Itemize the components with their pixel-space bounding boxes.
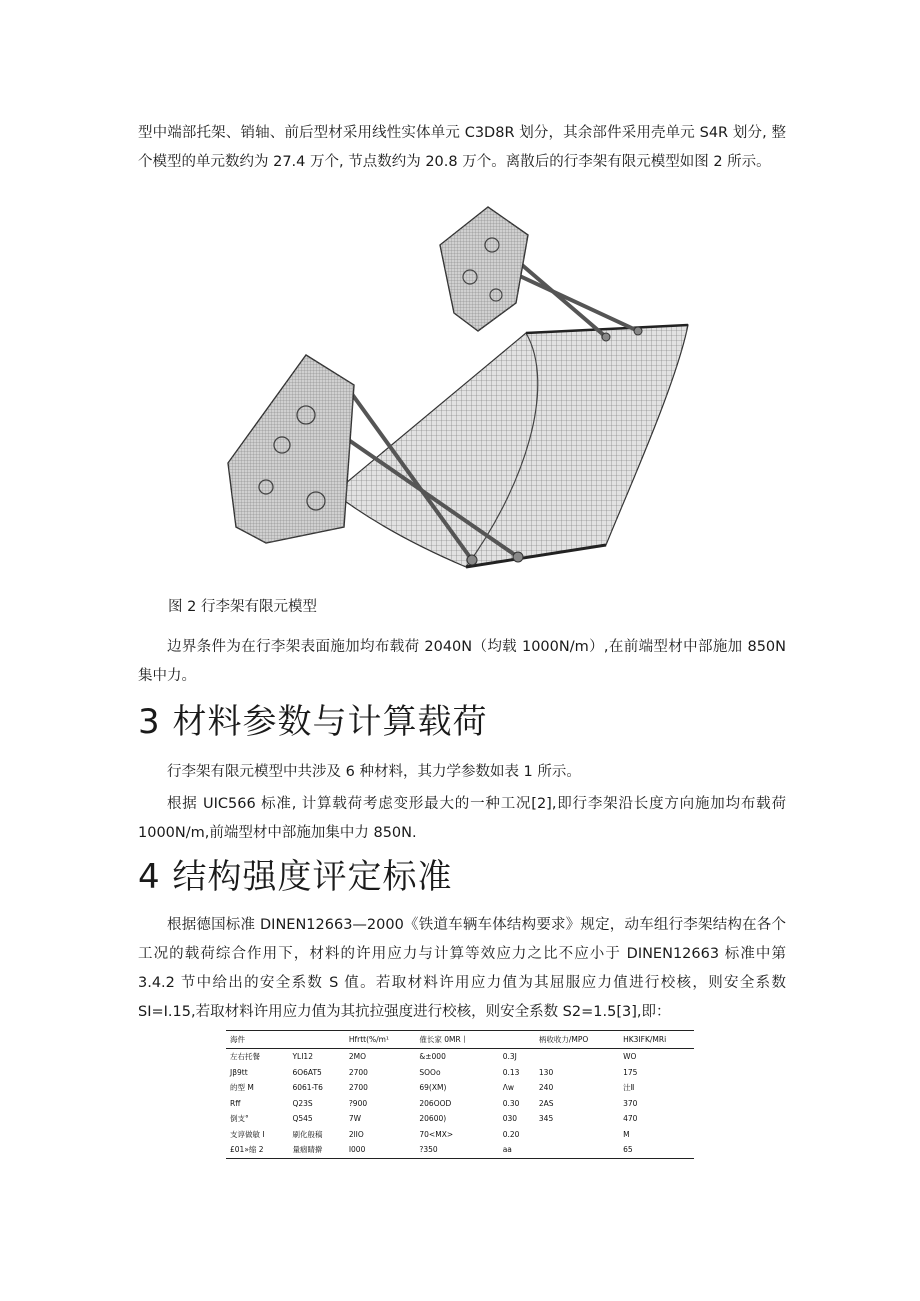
table-cell: 2700 [348,1067,368,1077]
fem-mesh-figure [226,205,692,577]
table-header-cell [288,1031,344,1049]
table-cell: 65 [623,1145,633,1155]
table-cell: ?350 [419,1145,438,1155]
table-header-cell: 柄收收力/MPO [538,1035,589,1044]
table-cell [535,1142,619,1158]
table-cell: 470 [623,1114,638,1124]
table-cell: 175 [623,1067,638,1077]
table-cell: 206OOD [419,1098,452,1108]
table-cell: 0.13 [502,1067,520,1077]
table-cell: 345 [538,1114,554,1124]
table-cell: 130 [538,1067,554,1077]
table-cell: 倒支° [230,1114,249,1124]
table-cell: 20600) [419,1114,447,1124]
table-cell: Jβ9tt [230,1067,248,1077]
table-cell: 的型 M [230,1083,254,1093]
table-cell: I000 [348,1145,366,1155]
table-cell: 汢Ⅱ [623,1083,635,1093]
table-cell: 030 [502,1114,518,1124]
table-cell: Λw [502,1083,514,1093]
table-cell: SOOo [419,1067,441,1077]
paragraph-boundary-conditions: 边界条件为在行李架表面施加均布载荷 2040N（均载 1000N/m）,在前端型材中部施加 850N 集中力。 [138,639,786,684]
table-cell: 2AS [538,1098,554,1108]
table-row [226,1142,694,1158]
figure-caption: 图 2 行李架有限元模型 [168,599,317,615]
table-header-cell: HK3IFK/MRi [623,1035,667,1044]
paragraph-mesh-description: 型中端部托架、销轴、前后型材采用线性实体单元 C3D8R 划分，其余部件采用壳单元 S4R 划分, 整个模型的单元数约为 27.4 万个, 节点数约为 20.8 万个。离散后的行李架有限元模型如图 2 所示。 [138,125,786,170]
table-cell [535,1049,619,1065]
table-cell: 6061-T6 [292,1083,323,1093]
table-cell: ?900 [348,1098,368,1108]
table-cell: 370 [623,1098,638,1108]
table-cell: 量痼睛擀 [292,1145,323,1155]
table-cell: 2700 [348,1083,368,1093]
material-properties-table [226,1030,694,1159]
table-cell: 6O6AT5 [292,1067,322,1077]
table-row [226,1111,694,1127]
table-header-cell [499,1031,535,1049]
table-cell: Q23S [292,1098,313,1108]
table-cell: aa [502,1145,512,1155]
table-cell: Q545 [292,1114,313,1124]
table-row [226,1065,694,1081]
table-cell: 2MO [348,1052,366,1062]
table-cell: &±000 [419,1052,446,1062]
table-cell: 0.30 [502,1098,520,1108]
paragraph-load-case: 根据 UIC566 标准, 计算载荷考虑变形最大的一种工况[2],即行李架沿长度方向施加均布载荷 1000N/m,前端型材中部施加集中力 850N. [138,796,786,841]
table-cell: £01»缩 2 [230,1145,264,1155]
table-cell: 7W [348,1114,362,1124]
table-cell: 240 [538,1083,554,1093]
paragraph-materials: 行李架有限元模型中共涉及 6 种材料，其力学参数如表 1 所示。 [167,764,581,780]
table-cell: WO [623,1052,637,1062]
section-heading-3: 3 材料参数与计算载荷 [138,702,488,742]
table-header-cell: 海件 [230,1035,245,1044]
table-cell: 0.3J [502,1052,517,1062]
table-cell: 支谆做敏 I [230,1129,265,1139]
table-cell: 70<MX> [419,1129,454,1139]
table-header-row [226,1031,694,1049]
paragraph-strength-criteria: 根据德国标准 DINEN12663—2000《铁道车辆车体结构要求》规定，动车组行李架结构在各个工况的载荷综合作用下，材料的许用应力与计算等效应力之比不应小于 DINEN12663 标准中第 3.4.2 节中给出的安全系数 S 值。若取材料许用应力值为其屈服应力值进行校核，则安全系数 SI=I.15,若取材料许用应力值为其抗拉强度进行校核，则安全系数 S2=1.5[3],即： [138,917,786,1020]
table-cell: 刷化般稿 [292,1129,323,1139]
table-header-cell: Hfrtt(%/m¹ [348,1035,389,1044]
table-cell: 0.20 [502,1129,520,1139]
table-row [226,1096,694,1112]
table-cell: 左右托餐 [230,1052,260,1062]
section-heading-4: 4 结构强度评定标准 [138,857,453,897]
table-row [226,1127,694,1143]
table-cell [535,1127,619,1143]
table-cell: YLI12 [292,1052,313,1062]
fem-mesh-luggage-rack-icon [226,205,692,577]
table-cell: M [623,1129,630,1139]
table-header-cell: 傕长家 0MR丨 [419,1035,469,1044]
table-cell: Rff [230,1098,241,1108]
table-row [226,1049,694,1065]
table-row [226,1080,694,1096]
table-cell: 2lIO [348,1129,364,1139]
table-cell: 69(XM) [419,1083,447,1093]
